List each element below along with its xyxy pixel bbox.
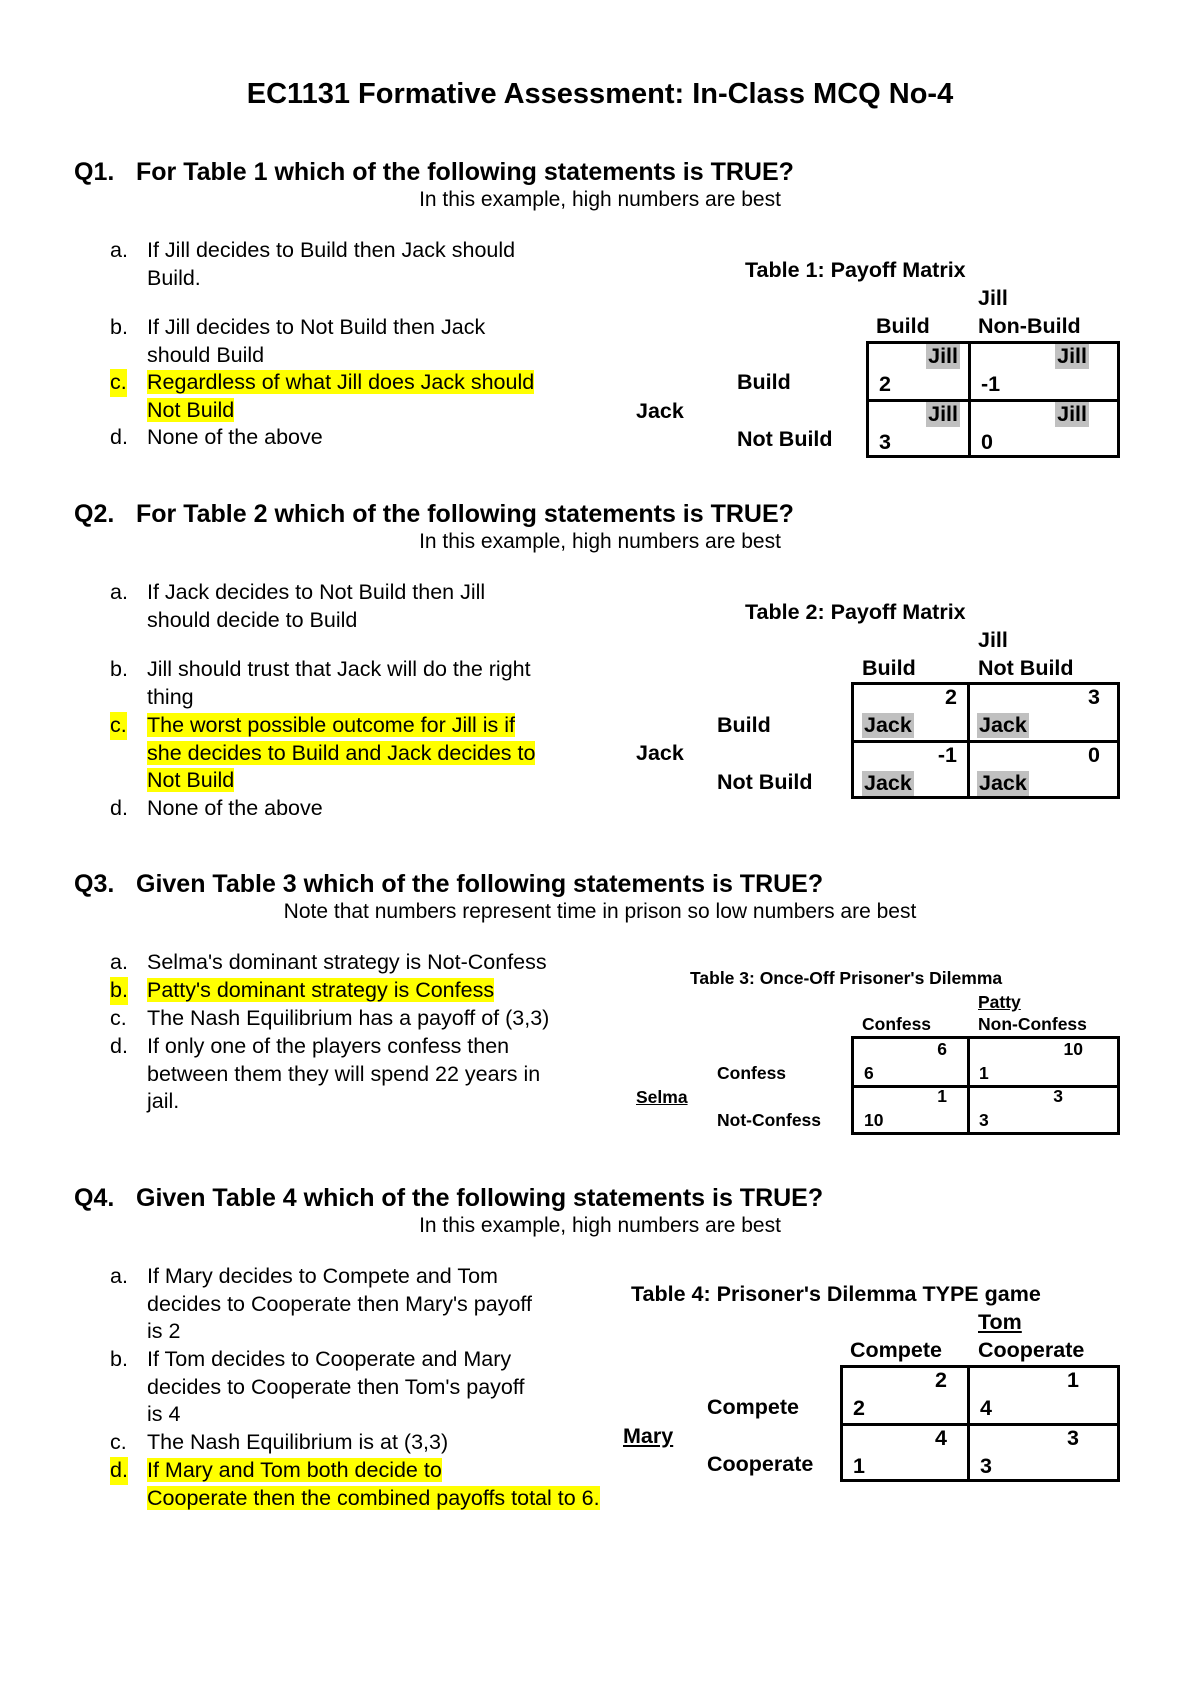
payoff-value: 0 [1088,743,1100,767]
table-2-column-player: Jill [978,628,1008,652]
table-3-title: Table 3: Once-Off Prisoner's Dilemma [690,968,1003,988]
q2-option-d: d. None of the above [110,796,323,820]
payoff-value: 1 [853,1454,865,1478]
q4-option-a: a. If Mary decides to Compete and Tom decides to Cooperate then Mary's payoff is 2 [110,1264,532,1343]
table-4-row-compete: Compete [707,1395,799,1419]
question-3-note: Note that numbers represent time in prison so low numbers are best [283,900,917,923]
question-text: Given Table 4 which of the following statements is TRUE? [136,1184,824,1212]
q2-option-a: a. If Jack decides to Not Build then Jill should decide to Build [110,580,486,632]
question-number: Q2. [74,500,115,528]
payoff-value: 3 [980,1454,992,1478]
question-text: For Table 1 which of the following statements is TRUE? [136,158,794,186]
payoff-value: 0 [981,430,993,454]
table-2-row-build: Build [717,713,771,737]
payoff-value: -1 [981,372,1001,396]
table-4-col-compete: Compete [850,1338,942,1362]
table-4-column-player: Tom [978,1310,1022,1334]
table-2-row-player: Jack [636,741,684,765]
table-3-payoff-matrix [851,1036,1120,1135]
question-4-heading [74,1184,823,1213]
cell-tag: Jack [864,713,912,737]
cell-tag: Jack [864,771,912,795]
payoff-value: -1 [937,743,957,767]
q3-option-b-answer: b. Patty's dominant strategy is Confess [110,977,494,1005]
q4-option-b: b. If Tom decides to Cooperate and Mary decides to Cooperate then Tom's payoff is 4 [110,1347,525,1426]
question-text: For Table 2 which of the following statements is TRUE? [136,500,794,528]
question-text: Given Table 3 which of the following statements is TRUE? [136,870,824,898]
table-4-title: Table 4: Prisoner's Dilemma TYPE game [631,1282,1041,1306]
table-2-payoff-matrix [851,682,1120,799]
q1-option-d: d. None of the above [110,425,323,449]
q3-option-d: d. If only one of the players confess then between them they will spend 22 years in jail. [110,1034,541,1113]
q1-option-b: b. If Jill decides to Not Build then Jack should Build [110,315,486,367]
q2-option-c-answer: c. The worst possible outcome for Jill is if she decides to Build and Jack decides to Not Build [110,713,536,792]
table-1-row-not-build: Not Build [737,427,833,451]
table-4-row-player: Mary [623,1424,674,1448]
question-2-heading [74,500,794,529]
payoff-value: 1 [979,1063,989,1083]
question-1-heading [74,158,794,187]
table-1-title: Table 1: Payoff Matrix [745,258,966,282]
cell-tag: Jill [1057,344,1087,368]
payoff-value: 1 [1067,1368,1079,1392]
table-1-row-build: Build [737,370,791,394]
table-2-col-not-build: Not Build [978,656,1074,680]
question-2-note: In this example, high numbers are best [419,530,781,553]
q3-option-a: a. Selma's dominant strategy is Not-Confess [110,950,547,974]
q1-option-c-answer: c. Regardless of what Jill does Jack should Not Build [110,370,535,422]
q4-option-d-answer: d. If Mary and Tom both decide to Cooperate then the combined payoffs total to 6. [110,1458,600,1510]
payoff-value: 3 [879,430,891,454]
page-title: EC1131 Formative Assessment: In-Class MCQ No-4 [246,78,954,110]
table-1-row-player: Jack [636,399,684,423]
table-3-row-player: Selma [636,1087,688,1107]
table-3-col-confess: Confess [862,1014,932,1034]
q3-option-c: c. The Nash Equilibrium has a payoff of (3,3) [110,1006,550,1030]
table-4-col-cooperate: Cooperate [978,1338,1085,1362]
table-4-payoff-matrix [840,1365,1120,1482]
question-number: Q3. [74,870,115,898]
payoff-value: 3 [1067,1426,1079,1450]
payoff-value: 3 [979,1110,989,1130]
payoff-value: 2 [945,685,957,709]
table-2-title: Table 2: Payoff Matrix [745,600,966,624]
cell-tag: Jack [979,713,1027,737]
payoff-value: 2 [853,1396,865,1420]
payoff-value: 6 [937,1039,947,1059]
question-number: Q1. [74,158,115,186]
table-3-row-confess: Confess [717,1063,787,1083]
table-1-column-player: Jill [978,286,1008,310]
table-3-column-player: Patty [978,992,1021,1012]
question-number: Q4. [74,1184,115,1212]
payoff-value: 6 [864,1063,874,1083]
table-3-row-not-confess: Not-Confess [717,1110,822,1130]
cell-tag: Jill [928,344,958,368]
payoff-value: 1 [937,1086,947,1106]
payoff-value: 2 [935,1368,947,1392]
question-1-note: In this example, high numbers are best [419,188,781,211]
payoff-value: 4 [980,1396,992,1420]
q2-option-b: b. Jill should trust that Jack will do the right thing [110,657,531,709]
cell-tag: Jill [1057,402,1087,426]
payoff-value: 10 [864,1110,884,1130]
payoff-value: 10 [1063,1039,1083,1059]
table-2-col-build: Build [862,656,916,680]
cell-tag: Jill [928,402,958,426]
table-1-col-build: Build [876,314,930,338]
payoff-value: 4 [935,1426,947,1450]
table-1-payoff-matrix [866,341,1120,458]
payoff-value: 3 [1053,1086,1063,1106]
cell-tag: Jack [979,771,1027,795]
payoff-value: 3 [1088,685,1100,709]
question-3-heading [74,870,823,899]
table-4-row-cooperate: Cooperate [707,1452,814,1476]
table-2-row-not-build: Not Build [717,770,813,794]
table-1-col-non-build: Non-Build [978,314,1081,338]
table-3-col-non-confess: Non-Confess [978,1014,1087,1034]
payoff-value: 2 [879,372,891,396]
q1-option-a: a. If Jill decides to Build then Jack should Build. [110,238,516,290]
q4-option-c: c. The Nash Equilibrium is at (3,3) [110,1430,449,1454]
question-4-note: In this example, high numbers are best [419,1214,781,1237]
